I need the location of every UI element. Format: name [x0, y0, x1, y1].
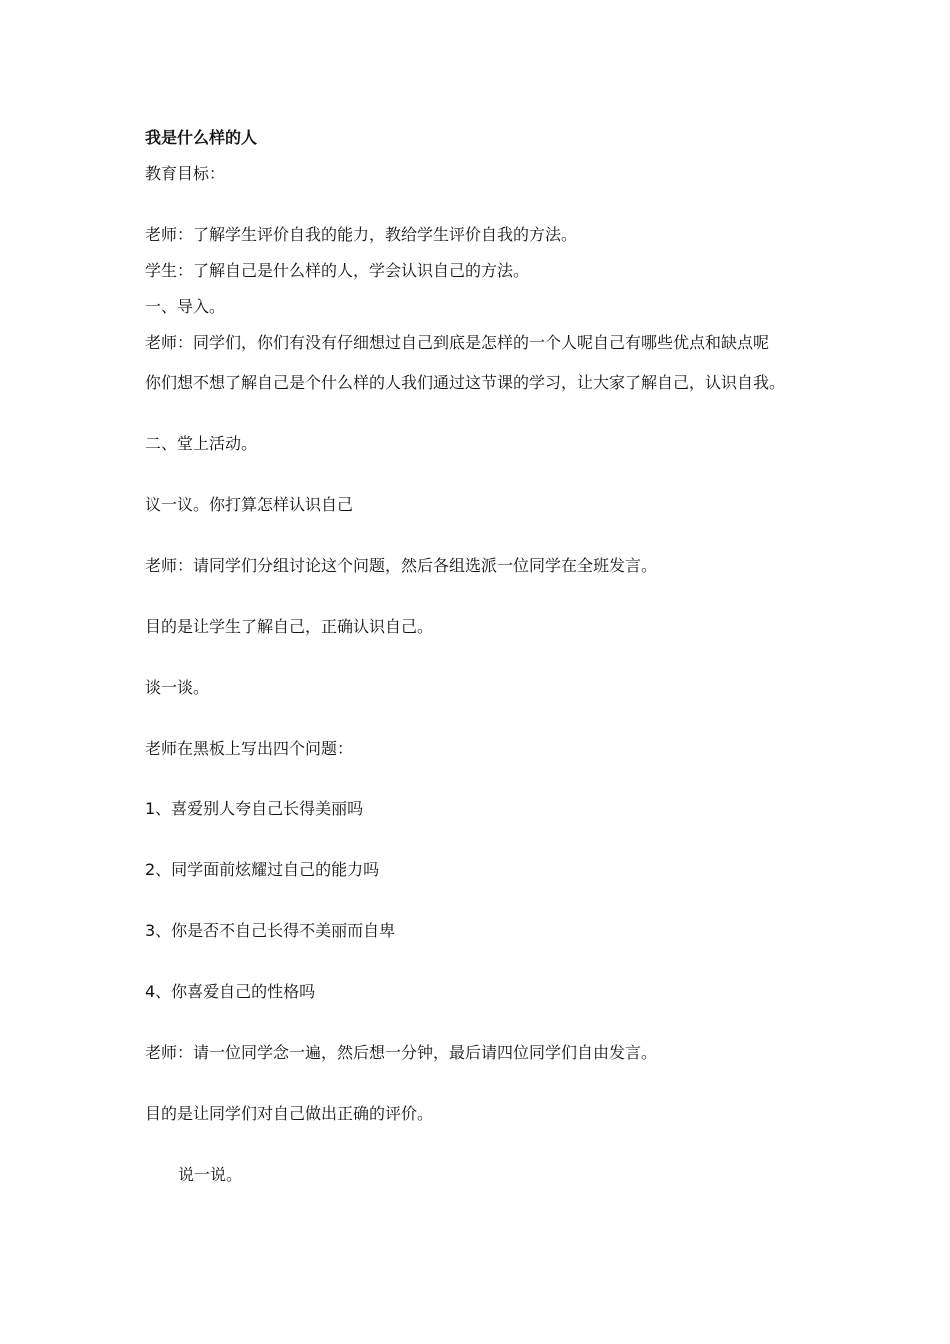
- student-goal-paragraph: 学生：了解自己是什么样的人，学会认识自己的方法。: [145, 261, 530, 280]
- section-heading-class-activity: 二、堂上活动。: [145, 434, 258, 453]
- section-label-education-goals: 教育目标：: [145, 164, 226, 183]
- talk-section-label: 谈一谈。: [145, 678, 210, 697]
- speak-section-label: 说一说。: [178, 1165, 243, 1184]
- discussion-purpose-paragraph: 目的是让学生了解自己，正确认识自己。: [145, 617, 434, 636]
- section-heading-intro: 一、导入。: [145, 297, 226, 316]
- intro-paragraph-line-2: 你们想不想了解自己是个什么样的人我们通过这节课的学习，让大家了解自己，认识自我。: [145, 373, 786, 392]
- teacher-discussion-paragraph: 老师：请同学们分组讨论这个问题，然后各组选派一位同学在全班发言。: [145, 556, 658, 575]
- question-item: 4、你喜爱自己的性格吗: [145, 982, 316, 1001]
- blackboard-questions-intro: 老师在黑板上写出四个问题：: [145, 739, 354, 758]
- teacher-instruction-paragraph: 老师：请一位同学念一遍，然后想一分钟，最后请四位同学们自由发言。: [145, 1043, 658, 1062]
- question-item: 3、你是否不自己长得不美丽而自卑: [145, 921, 396, 940]
- question-item: 1、喜爱别人夸自己长得美丽吗: [145, 799, 364, 818]
- question-item: 2、同学面前炫耀过自己的能力吗: [145, 860, 380, 879]
- discussion-paragraph: 议一议。你打算怎样认识自己: [145, 495, 354, 514]
- intro-paragraph-line-1: 老师：同学们，你们有没有仔细想过自己到底是怎样的一个人呢自己有哪些优点和缺点呢: [145, 333, 770, 352]
- evaluation-purpose-paragraph: 目的是让同学们对自己做出正确的评价。: [145, 1104, 434, 1123]
- document-title: 我是什么样的人: [145, 128, 258, 147]
- teacher-goal-paragraph: 老师：了解学生评价自我的能力，教给学生评价自我的方法。: [145, 225, 578, 244]
